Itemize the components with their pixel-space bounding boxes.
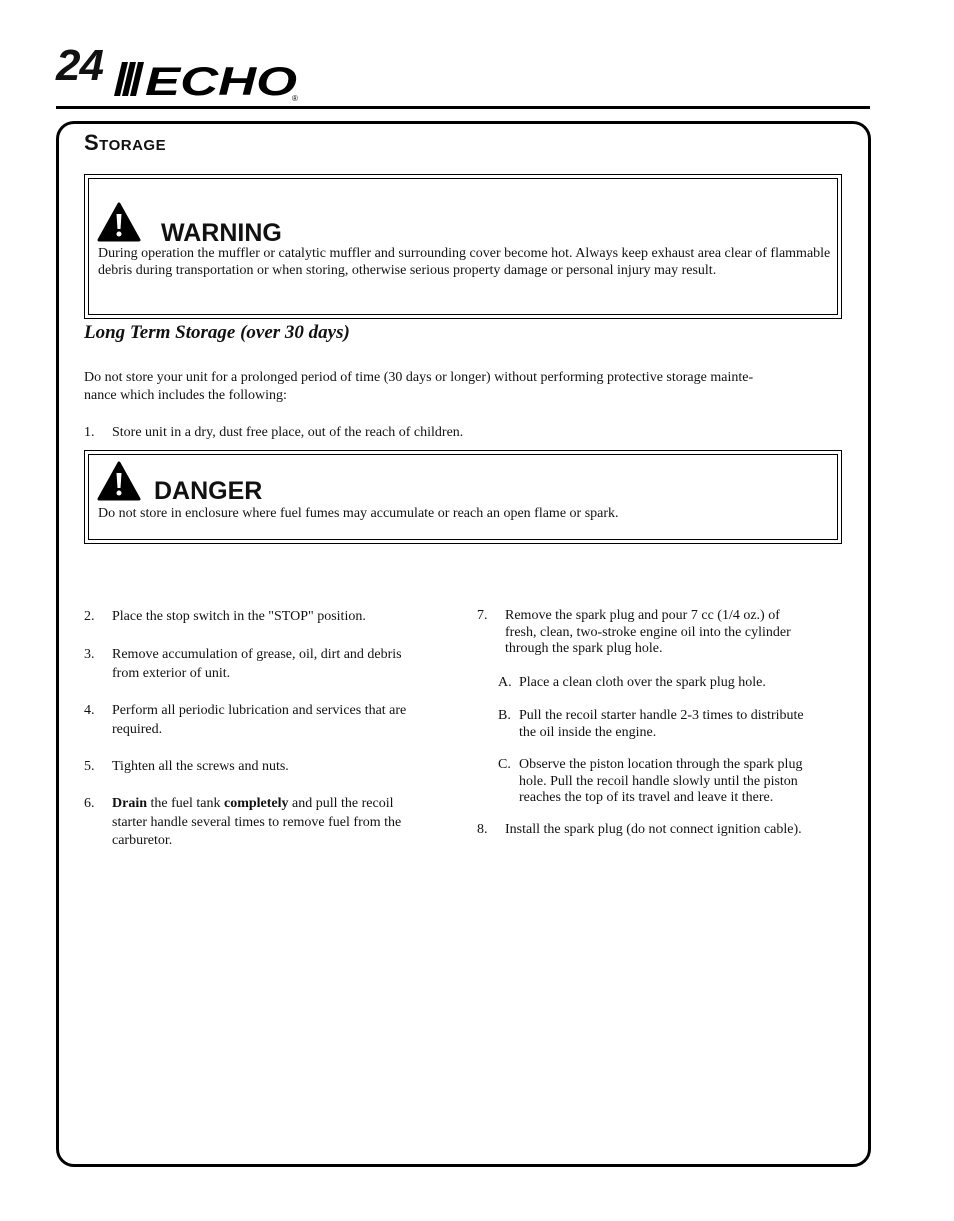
- substep-letter: A.: [498, 675, 512, 690]
- step-text: Store unit in a dry, dust free place, out of the reach of children.: [112, 425, 464, 440]
- warning-box: [84, 174, 842, 319]
- registered-mark: ®: [292, 94, 298, 102]
- step-number: 3.: [84, 647, 95, 662]
- substep-text-line-3: reaches the top of its travel and leave it there.: [519, 790, 774, 805]
- substep-text-line-1: Place a clean cloth over the spark plug hole.: [519, 675, 766, 690]
- step-text-line-1: Remove accumulation of grease, oil, dirt and debris: [112, 647, 402, 662]
- substep-text-line-2: hole. Pull the recoil handle slowly until the piston: [519, 773, 798, 789]
- danger-heading: DANGER: [154, 477, 263, 505]
- step-text-line-1: Remove the spark plug and pour 7 cc (1/4 oz.) of: [505, 608, 780, 623]
- substep-letter: C.: [498, 757, 511, 772]
- step-text-line-3: through the spark plug hole.: [505, 641, 663, 656]
- page-number: 24: [56, 41, 103, 90]
- danger-text: Do not store in enclosure where fuel fumes may accumulate or reach an open flame or spark.: [98, 506, 619, 521]
- danger-box: [84, 450, 842, 544]
- warning-icon: [97, 202, 141, 242]
- substep-text-line-1: Pull the recoil starter handle 2-3 times to distribute: [519, 708, 804, 723]
- step-number: 6.: [84, 796, 95, 811]
- step-text: Install the spark plug (do not connect ignition cable).: [505, 822, 802, 837]
- step-number: 1.: [84, 425, 95, 440]
- warning-text: During operation the muffler or catalytic muffler and surrounding cover become hot. Always keep exhaust area clear of flammable debris during transportation or when storing, otherwise serious property damage or personal injury may result.: [98, 246, 831, 278]
- substep-text-line-1: Observe the piston location through the spark plug: [519, 757, 803, 772]
- logo-wordmark: ECHO: [145, 60, 297, 102]
- step-text-line-2: fresh, clean, two-stroke engine oil into the cylinder: [505, 624, 791, 640]
- step-number: 8.: [477, 822, 488, 837]
- danger-icon: [97, 461, 141, 501]
- emphasis-completely: completely: [223, 796, 289, 811]
- step-text-line-3: carburetor.: [112, 833, 173, 848]
- step-number: 5.: [84, 759, 95, 774]
- substep-letter: B.: [498, 708, 511, 723]
- step-number: 7.: [477, 608, 488, 623]
- step-text-line-2: starter handle several times to remove fuel from the: [112, 814, 402, 830]
- section-title: Storage: [84, 130, 167, 155]
- intro-line-1: Do not store your unit for a prolonged period of time (30 days or longer) without performing protective storage mainte-: [84, 370, 754, 385]
- step-text-line-1: Perform all periodic lubrication and services that are: [112, 703, 407, 718]
- substep-text-line-2: the oil inside the engine.: [519, 724, 657, 740]
- warning-heading: WARNING: [161, 219, 282, 247]
- subsection-title: Long Term Storage (over 30 days): [84, 322, 350, 343]
- intro-line-2: nance which includes the following:: [84, 388, 287, 403]
- step-number: 4.: [84, 703, 95, 718]
- step-text-line-1: Drain the fuel tank completely and pull the recoil: [112, 796, 394, 811]
- step-text: Tighten all the screws and nuts.: [112, 759, 289, 774]
- step-text-line-2: required.: [112, 721, 163, 737]
- step-number: 2.: [84, 609, 95, 624]
- step-text: Place the stop switch in the "STOP" position.: [112, 609, 366, 624]
- header-rule: [56, 106, 870, 109]
- emphasis-drain: Drain: [112, 796, 147, 811]
- echo-logo: [114, 58, 304, 102]
- step-text-line-2: from exterior of unit.: [112, 665, 231, 681]
